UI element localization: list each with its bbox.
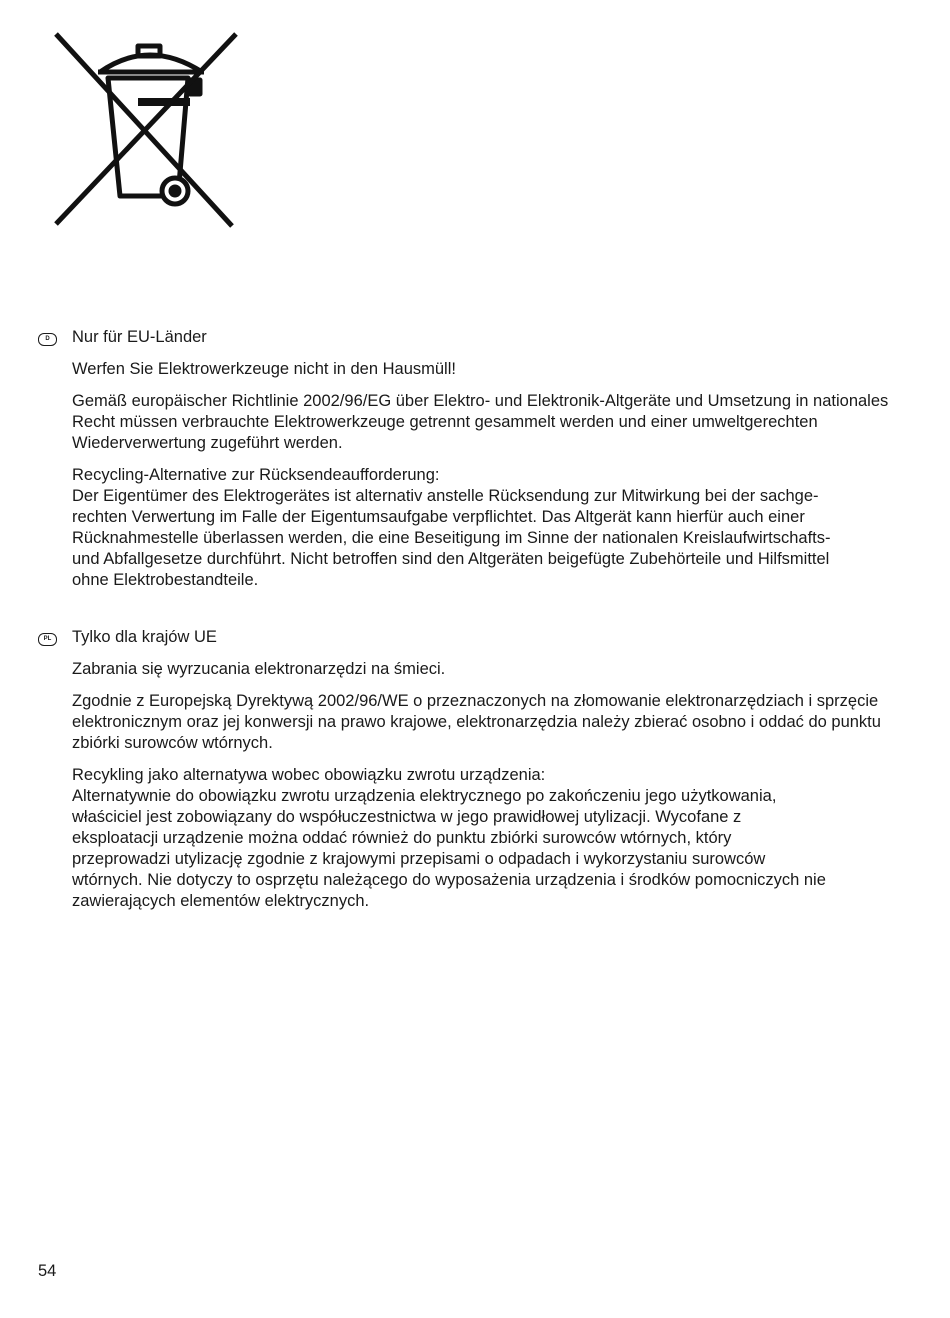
recycling-line: Der Eigentümer des Elektrogerätes ist alternativ anstelle Rücksendung zur Mitwirkung bei der sachge- [72,487,819,505]
recycling-line: Alternatywnie do obowiązku zwrotu urządzenia elektrycznego po zakończeniu jego użytkowania, [72,787,777,805]
directive-pl: Zgodnie z Europejską Dyrektywą 2002/96/WE o przeznaczonych na złomowanie elektronarzędziach i sprzęcie elektronicznym oraz jej konwersji na prawo krajowe, elektronarzędzia należy zbierać osobno i oddać do punktu zbiórki surowców wtórnych. [72,692,881,752]
page-number: 54 [38,1262,57,1280]
language-badge-pl: PL [38,633,57,646]
section-heading-de: Nur für EU-Länder [72,328,207,346]
recycling-line: Rücknahmestelle überlassen werden, die eine Beseitigung im Sinne der nationalen Kreislaufwirtschafts- [72,529,831,547]
section-pl [38,627,918,912]
recycling-line: Recycling-Alternative zur Rücksendeaufforderung: [72,466,440,484]
recycling-line: zawierających elementów elektrycznych. [72,892,370,910]
directive-de: Gemäß europäischer Richtlinie 2002/96/EG über Elektro- und Elektronik-Altgeräte und Umsetzung in nationales Recht müssen verbrauchte Elektrowerkzeuge getrennt gesammelt werden und einer umweltgerechten Wiederverwertung zugeführt werden. [72,392,889,452]
recycling-de [72,465,918,591]
recycling-line: wtórnych. Nie dotyczy to osprzętu należącego do wyposażenia urządzenia i środków pomocniczych nie [72,871,826,889]
recycling-line: ohne Elektrobestandteile. [72,571,259,589]
recycling-line: Recykling jako alternatywa wobec obowiązku zwrotu urządzenia: [72,766,546,784]
recycling-pl [72,765,918,912]
recycling-line: przeprowadzi utylizację zgodnie z krajowymi przepisami o odpadach i wykorzystaniu surowców [72,850,766,868]
section-de [38,327,918,591]
recycling-line: właściciel jest zobowiązany do współuczestnictwa w jego prawidłowej utylizacji. Wycofane z [72,808,742,826]
recycling-line: eksploatacji urządzenie można oddać również do punktu zbiórki surowców wtórnych, który [72,829,732,847]
warning-de: Werfen Sie Elektrowerkzeuge nicht in den Hausmüll! [72,360,456,378]
recycling-line: rechten Verwertung im Falle der Eigentumsaufgabe verpflichtet. Das Altgerät kann hierfür auch einer [72,508,805,526]
section-heading-pl: Tylko dla krajów UE [72,628,217,646]
language-badge-de: D [38,333,57,346]
crossed-out-wheelie-bin-icon [52,30,240,230]
recycling-line: und Abfallgesetze durchführt. Nicht betroffen sind den Altgeräten beigefügte Zubehörteile und Hilfsmittel [72,550,830,568]
warning-pl: Zabrania się wyrzucania elektronarzędzi na śmieci. [72,660,446,678]
